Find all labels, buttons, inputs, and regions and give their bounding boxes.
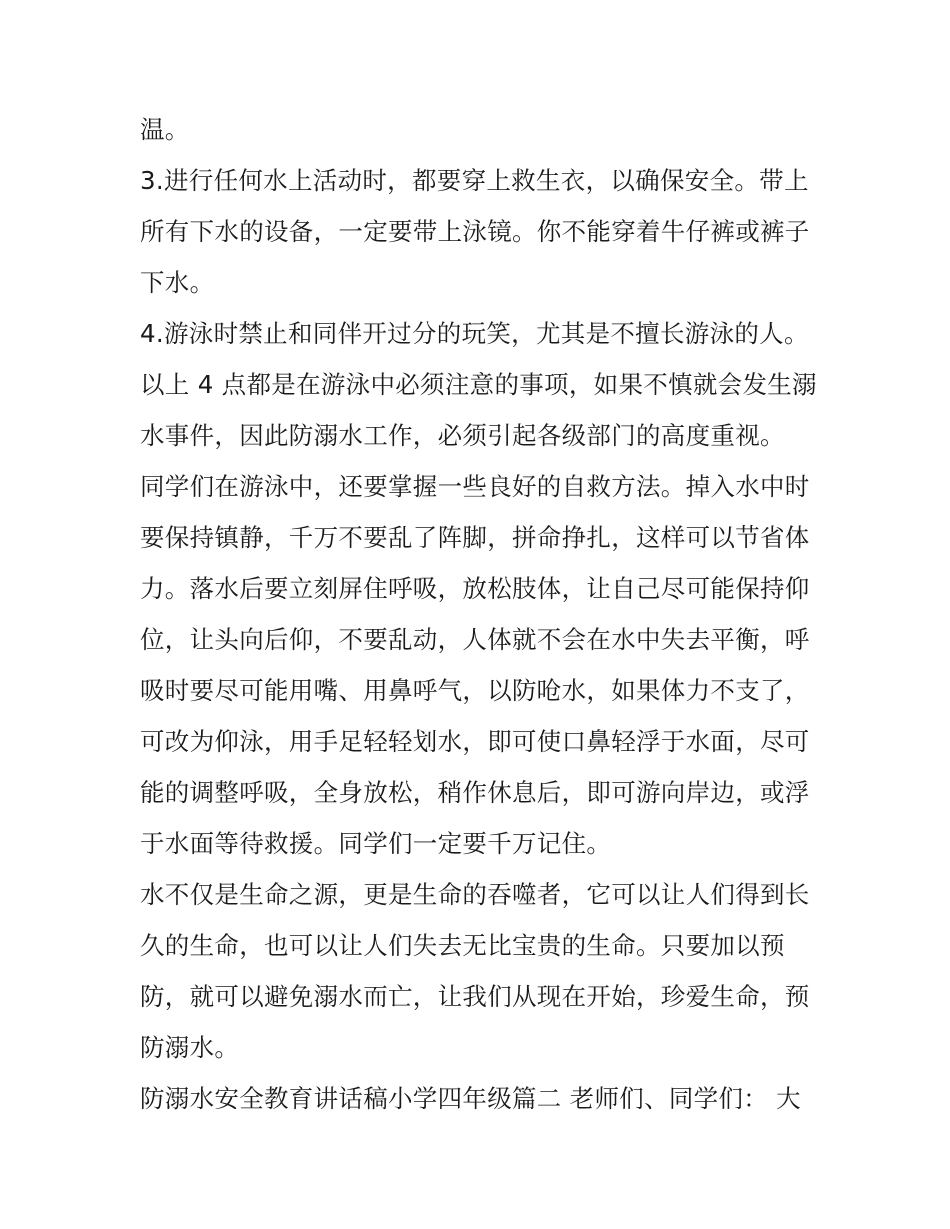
text-line: 防溺水。 bbox=[140, 1033, 240, 1062]
text-line: 防溺水安全教育讲话稿小学四年级篇二 老师们、同学们： 大 bbox=[140, 1084, 801, 1113]
text-line: 可改为仰泳，用手足轻轻划水，即可使口鼻轻浮于水面，尽可 bbox=[140, 727, 810, 756]
text-line: 水事件，因此防溺水工作，必须引起各级部门的高度重视。 bbox=[140, 421, 785, 450]
text-line: 防，就可以避免溺水而亡，让我们从现在开始，珍爱生命，预 bbox=[140, 982, 810, 1011]
text-line: 水不仅是生命之源，更是生命的吞噬者，它可以让人们得到长 bbox=[140, 880, 810, 909]
text-line: 同学们在游泳中，还要掌握一些良好的自救方法。掉入水中时 bbox=[140, 472, 810, 501]
text-line: 能的调整呼吸，全身放松，稍作休息后，即可游向岸边，或浮 bbox=[140, 778, 810, 807]
text-line: 4.游泳时禁止和同伴开过分的玩笑，尤其是不擅长游泳的人。 bbox=[140, 319, 809, 348]
text-line: 以上 4 点都是在游泳中必须注意的事项，如果不慎就会发生溺 bbox=[140, 370, 817, 399]
text-line: 温。 bbox=[140, 115, 190, 144]
text-line: 下水。 bbox=[140, 268, 215, 297]
text-line: 3.进行任何水上活动时，都要穿上救生衣，以确保安全。带上 bbox=[140, 166, 809, 195]
text-line: 久的生命，也可以让人们失去无比宝贵的生命。只要加以预 bbox=[140, 931, 785, 960]
text-line: 所有下水的设备，一定要带上泳镜。你不能穿着牛仔裤或裤子 bbox=[140, 217, 810, 246]
text-line: 要保持镇静，千万不要乱了阵脚，拼命挣扎，这样可以节省体 bbox=[140, 523, 810, 552]
text-line: 位，让头向后仰，不要乱动，人体就不会在水中失去平衡，呼 bbox=[140, 625, 810, 654]
text-line: 力。落水后要立刻屏住呼吸，放松肢体，让自己尽可能保持仰 bbox=[140, 574, 810, 603]
text-line: 于水面等待救援。同学们一定要千万记住。 bbox=[140, 829, 612, 858]
document-body bbox=[140, 104, 820, 1124]
text-line: 吸时要尽可能用嘴、用鼻呼气，以防呛水，如果体力不支了， bbox=[140, 676, 810, 705]
